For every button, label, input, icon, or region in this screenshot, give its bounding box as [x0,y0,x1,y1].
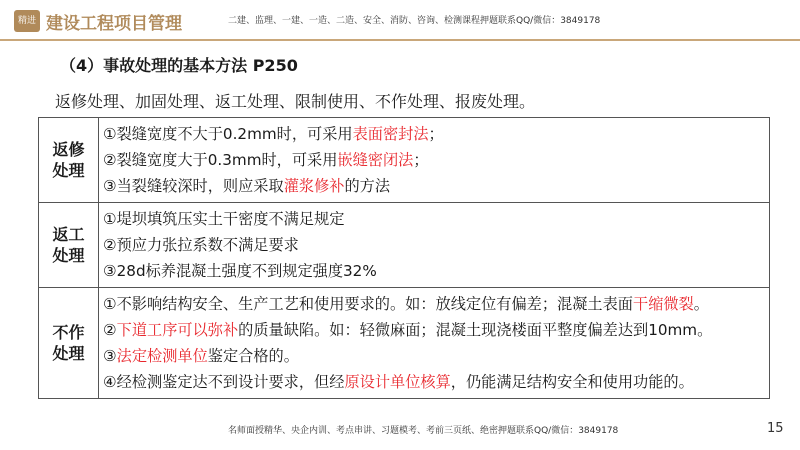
footer-contact-note: 名师面授精华、央企内训、考点串讲、习题模考、考前三页纸、绝密押题联系QQ/微信：3849178 [228,426,619,436]
category-cell [39,203,99,288]
item-text-tail: 的质量缺陷。如：轻微麻面；混凝土现浇楼面平整度偏差达到10mm。 [238,321,713,339]
category-label-line-1: 返工 [52,225,85,244]
item-highlight: 法定检测单位 [116,347,208,365]
item-text: ③28d标养混凝土强度不到规定强度32% [103,262,377,280]
item-text-tail: 鉴定合格的。 [207,347,299,365]
item-line [103,147,769,173]
brand-title: 建设工程项目管理 [46,14,182,34]
category-label-line-1: 不作 [52,323,85,342]
category-label-line-2: 处理 [52,246,85,265]
item-text: ③当裂缝较深时，则应采取 [103,177,284,195]
item-text-tail: ； [428,125,444,143]
item-line [103,343,769,369]
item-text-tail: 。 [693,295,709,313]
item-highlight: 灌浆修补 [283,177,345,195]
item-text: ①裂缝宽度不大于0.2mm时，可采用 [103,125,353,143]
item-text: ④经检测鉴定达不到设计要求，但经 [103,373,345,391]
item-text: ①堤坝填筑压实土干密度不满足规定 [103,210,345,228]
logo-badge: 精进 [14,10,40,32]
item-highlight: 表面密封法 [352,125,429,143]
item-line [103,258,769,284]
item-highlight: 下道工序可以弥补 [116,321,239,339]
item-line [103,317,769,343]
item-text: ② [103,321,117,339]
methods-list: 返修处理、加固处理、返工处理、限制使用、不作处理、报废处理。 [55,92,536,111]
item-line [103,206,769,232]
item-line [103,291,769,317]
items-cell [99,203,770,288]
item-line [103,232,769,258]
category-label-line-1: 返修 [52,140,85,159]
items-cell [99,118,770,203]
table-row-no-treatment [39,288,770,399]
category-cell [39,118,99,203]
category-cell [39,288,99,399]
item-highlight: 原设计单位核算 [344,373,451,391]
item-highlight: 干缩微裂 [633,295,694,313]
section-title: （4）事故处理的基本方法 P250 [60,56,298,75]
item-text: ②裂缝宽度大于0.3mm时，可采用 [103,151,338,169]
handling-methods-table [38,117,770,399]
slide-header [0,0,800,40]
item-text: ③ [103,347,117,365]
page-number: 15 [767,421,784,436]
category-label-line-2: 处理 [52,344,85,363]
item-line [103,121,769,147]
item-text-tail: ； [413,151,429,169]
item-text: ②预应力张拉系数不满足要求 [103,236,299,254]
item-line [103,173,769,199]
item-line [103,369,769,395]
header-divider [0,39,800,41]
header-contact-note: 二建、监理、一建、一造、二造、安全、消防、咨询、检测课程押题联系QQ/微信：3849178 [228,16,601,26]
category-label-line-2: 处理 [52,161,85,180]
item-text-tail: 的方法 [344,177,390,195]
item-text: ①不影响结构安全、生产工艺和使用要求的。如：放线定位有偏差；混凝土表面 [103,295,633,313]
item-highlight: 嵌缝密闭法 [337,151,414,169]
table-row-rework-repair [39,118,770,203]
item-text-tail: ，仍能满足结构安全和使用功能的。 [450,373,694,391]
items-cell [99,288,770,399]
table-row-rework [39,203,770,288]
